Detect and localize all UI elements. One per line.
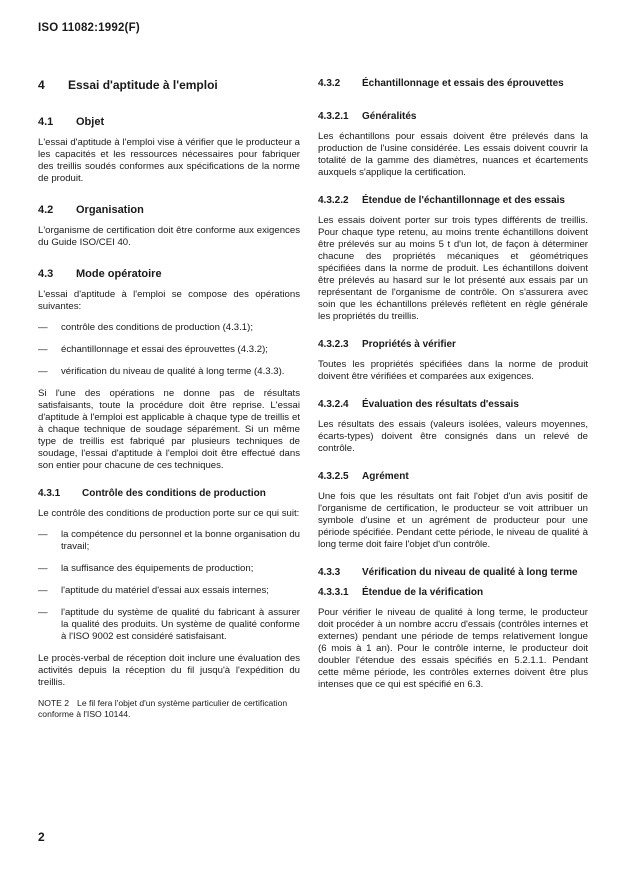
section-4-1-text: L'essai d'aptitude à l'emploi vise à vérifier que le producteur a les capacités et les ressources nécessaires pour fabriquer des treillis soudés conformes aux spécifications de la norme de produit. (38, 137, 300, 184)
section-4-3-2-1-heading (318, 111, 588, 123)
section-number: 4.2 (38, 204, 54, 216)
section-number: 4.3.2.2 (318, 195, 349, 206)
section-4-2-heading (38, 204, 300, 216)
clause-title: Essai d'aptitude à l'emploi (68, 78, 218, 92)
section-4-3-heading (38, 268, 300, 280)
section-title: Contrôle des conditions de production (82, 488, 266, 499)
section-title: Vérification du niveau de qualité à long terme (362, 567, 578, 578)
clause-number: 4 (38, 78, 45, 92)
section-title: Étendue de l'échantillonnage et des essais (362, 195, 565, 206)
section-4-3-2-2-text: Les essais doivent porter sur trois types différents de treillis. Pour chaque type retenu, au moins trente échantillons doivent être prélevés sur au moins 5 t d'un lot, de façon à déterminer chacune des propriétés mécaniques et géométriques spécifiées dans la norme de produit. Les échantillons doivent être prélevés au hasard sur le lot présenté aux essais par un représentant de l'organisme de contrôle. On s'assurera avec soin que les échantillons prélevés reflètent en règle générale les propriétés du treillis. (318, 215, 588, 322)
list-item: — la compétence du personnel et la bonne organisation du travail; (38, 529, 300, 553)
section-number: 4.3.2.5 (318, 471, 349, 482)
production-checks-list (38, 529, 300, 643)
section-title: Étendue de la vérification (362, 587, 484, 598)
section-4-1-heading (38, 116, 300, 128)
list-item: — contrôle des conditions de production (4.3.1); (38, 322, 300, 334)
section-number: 4.3.3.1 (318, 587, 349, 598)
section-4-3-paragraph: Si l'une des opérations ne donne pas de résultats satisfaisants, toute la procédure doit être reprise. L'essai d'aptitude à l'emploi est applicable à chaque type de treillis et à chaque technique de soudage séparément. Si un même type de treillis est fabriqué par plusieurs techniques de soudage, l'essai d'aptitude à l'emploi doit être effectué dans son entier pour chacune de ces techniques. (38, 388, 300, 471)
section-title: Agrément (362, 471, 409, 482)
section-4-3-2-4-heading (318, 399, 588, 411)
standard-id-header: ISO 11082:1992(F) (38, 22, 140, 34)
section-number: 4.3.2 (318, 78, 341, 89)
section-4-3-2-3-text: Toutes les propriétés spécifiées dans la norme de produit doivent être vérifiées et comparées aux exigences. (318, 359, 588, 382)
section-4-3-2-heading (318, 78, 588, 90)
section-4-3-2-3-heading (318, 339, 588, 351)
section-4-3-3-1-text: Pour vérifier le niveau de qualité à long terme, le producteur doit procéder à un nombre accru d'essais (contrôles internes et externes) pendant une période de temps relativement longue (6 mois à 1 an). Pour le contrôle interne, le producteur doit doubler l'étendue des essais spécifiés en 5.2.1.1. Pendant cette même période, les contrôles externes doivent être plus intenses que ce qui est spécifié en 6.3. (318, 607, 588, 690)
section-number: 4.3 (38, 268, 54, 280)
list-item: — l'aptitude du système de qualité du fabricant à assurer la qualité des produits. Un système de qualité conforme à l'ISO 9002 est considéré satisfaisant. (38, 607, 300, 643)
section-4-3-2-1-text: Les échantillons pour essais doivent être prélevés dans la production de l'usine considérée. Les essais doivent couvrir la totalité de la gamme des diamètres, nuances et écartements auxquels s'applique la certification. (318, 131, 588, 178)
list-item: — l'aptitude du matériel d'essai aux essais internes; (38, 585, 300, 597)
left-column (38, 78, 300, 720)
note-2 (38, 698, 300, 720)
section-title: Échantillonnage et essais des éprouvettes (362, 78, 564, 89)
section-title: Propriétés à vérifier (362, 339, 456, 350)
section-4-2-text: L'organisme de certification doit être conforme aux exigences du Guide ISO/CEI 40. (38, 225, 300, 248)
page-number: 2 (38, 830, 45, 844)
section-number: 4.3.3 (318, 567, 341, 578)
section-4-3-2-4-text: Les résultats des essais (valeurs isolées, valeurs moyennes, écarts-types) doivent être consignés dans un relevé de contrôle. (318, 419, 588, 454)
section-4-3-3-1-heading (318, 587, 588, 599)
section-4-3-3-heading (318, 567, 588, 579)
note-label: NOTE 2 (38, 698, 70, 708)
section-number: 4.3.2.3 (318, 339, 349, 350)
section-title: Organisation (76, 204, 144, 216)
operations-list (38, 322, 300, 378)
list-item: — la suffisance des équipements de production; (38, 563, 300, 575)
section-title: Généralités (362, 111, 417, 122)
list-item: — vérification du niveau de qualité à long terme (4.3.3). (38, 366, 300, 378)
section-number: 4.1 (38, 116, 54, 128)
right-column (318, 78, 588, 700)
section-title: Évaluation des résultats d'essais (362, 399, 519, 410)
section-4-3-2-5-heading (318, 471, 588, 483)
section-number: 4.3.2.4 (318, 399, 349, 410)
section-4-3-1-heading (38, 488, 300, 500)
section-4-3-2-5-text: Une fois que les résultats ont fait l'objet d'un avis positif de l'organisme de certification, le producteur se voit attribuer un symbole d'usine et un agrément de producteur pour une période spécifiée. Pendant cette période, le niveau de qualité à long terme doit faire l'objet d'un contrôle. (318, 491, 588, 550)
section-title: Mode opératoire (76, 268, 162, 280)
section-title: Objet (76, 116, 105, 128)
section-number: 4.3.1 (38, 488, 61, 499)
list-item: — échantillonnage et essai des éprouvettes (4.3.2); (38, 344, 300, 356)
section-4-3-1-paragraph: Le procès-verbal de réception doit inclure une évaluation des activités depuis la réception du fil jusqu'à l'expédition du treillis. (38, 653, 300, 688)
note-text: Le fil fera l'objet d'un système particulier de certification conforme à l'ISO 10144. (38, 698, 288, 719)
section-4-3-intro: L'essai d'aptitude à l'emploi se compose des opérations suivantes: (38, 289, 300, 312)
section-4-3-2-2-heading (318, 195, 588, 207)
section-number: 4.3.2.1 (318, 111, 349, 122)
section-4-3-1-intro: Le contrôle des conditions de production porte sur ce qui suit: (38, 508, 300, 519)
clause-4-heading (38, 78, 300, 92)
